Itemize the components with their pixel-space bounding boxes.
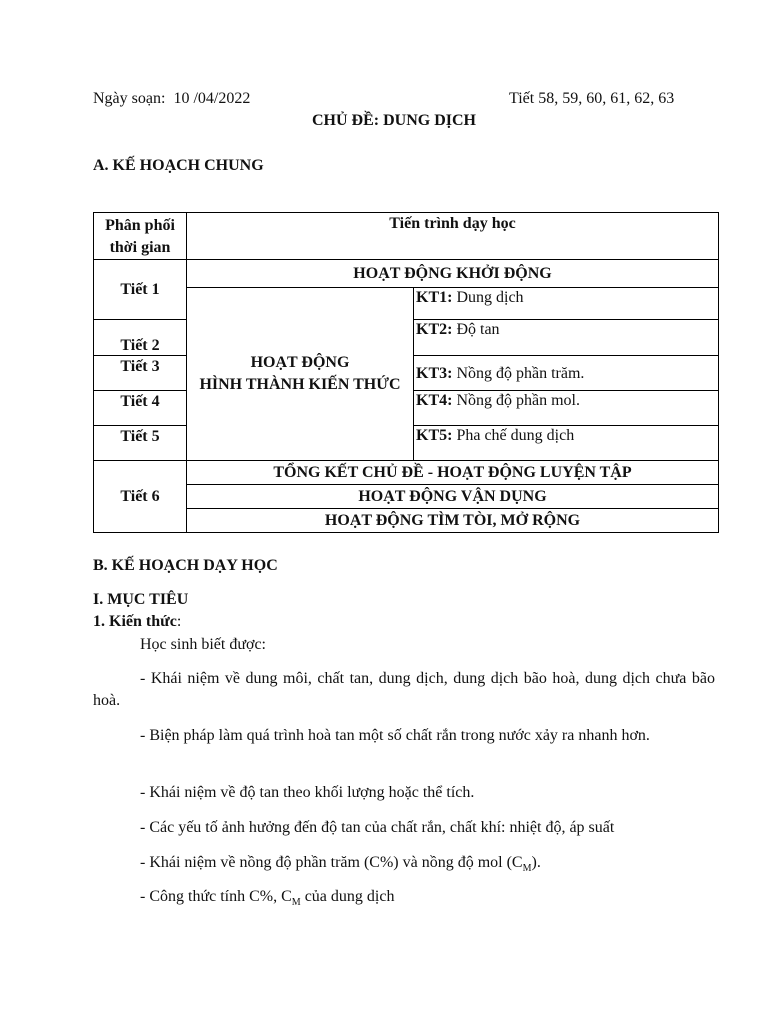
activity-explore: HOẠT ĐỘNG TÌM TÒI, MỞ RỘNG bbox=[187, 509, 719, 533]
activity-summary: TỔNG KẾT CHỦ ĐỀ - HOẠT ĐỘNG LUYỆN TẬP bbox=[187, 461, 719, 485]
date-value: 10 /04/2022 bbox=[173, 90, 251, 107]
activity-start: HOẠT ĐỘNG KHỞI ĐỘNG bbox=[187, 260, 719, 288]
period-cell-1: Tiết 1 bbox=[94, 260, 187, 320]
kt-row-3: KT3: Nồng độ phần trăm. bbox=[414, 356, 719, 391]
objectives-title: I. MỤC TIÊU bbox=[93, 591, 189, 608]
kt-row-4: KT4: Nồng độ phần mol. bbox=[414, 391, 719, 426]
section-b-title: B. KẾ HOẠCH DẠY HỌC bbox=[93, 557, 278, 574]
preparation-date bbox=[93, 89, 250, 109]
period-cell-3: Tiết 3 bbox=[94, 356, 187, 391]
period-cell-4: Tiết 4 bbox=[94, 391, 187, 426]
period-list: Tiết 58, 59, 60, 61, 62, 63 bbox=[509, 90, 675, 107]
knowledge-bullet-2: - Biện pháp làm quá trình hoà tan một số chất rắn trong nước xảy ra nhanh hơn. bbox=[140, 727, 650, 744]
col-header-progress: Tiến trình dạy học bbox=[187, 213, 719, 260]
activity-knowledge: HOẠT ĐỘNG HÌNH THÀNH KIẾN THỨC bbox=[187, 288, 414, 461]
knowledge-heading: 1. Kiến thức: bbox=[93, 613, 182, 630]
knowledge-intro: Học sinh biết được: bbox=[140, 636, 266, 653]
knowledge-bullet-4: - Các yếu tố ảnh hưởng đến độ tan của chất rắn, chất khí: nhiệt độ, áp suất bbox=[140, 819, 615, 836]
period-cell-6: Tiết 6 bbox=[94, 461, 187, 533]
knowledge-bullet-5: - Khái niệm về nồng độ phần trăm (C%) và nồng độ mol $(C_M)$. bbox=[140, 854, 541, 875]
lesson-plan-table bbox=[93, 212, 719, 533]
knowledge-bullet-1: - Khái niệm về dung môi, chất tan, dung dịch, dung dịch bão hoà, dung dịch chưa bão hoà. bbox=[93, 670, 715, 709]
knowledge-bullet-3: - Khái niệm về độ tan theo khối lượng hoặc thể tích. bbox=[140, 784, 475, 801]
kt-row-1: KT1: Dung dịch bbox=[414, 288, 719, 320]
activity-apply: HOẠT ĐỘNG VẬN DỤNG bbox=[187, 485, 719, 509]
date-label: Ngày soạn: bbox=[93, 90, 166, 107]
knowledge-bullet-6: - Công thức tính C%, $C_M$ của dung dịch bbox=[140, 888, 395, 909]
topic-title: CHỦ ĐỀ: DUNG DỊCH bbox=[312, 112, 476, 129]
kt-row-5: KT5: Pha chế dung dịch bbox=[414, 426, 719, 461]
col-header-time: Phân phối thời gian bbox=[94, 213, 187, 260]
section-a-title: A. KẾ HOẠCH CHUNG bbox=[93, 157, 264, 174]
period-cell-5: Tiết 5 bbox=[94, 426, 187, 461]
period-cell-2: Tiết 2 bbox=[94, 320, 187, 356]
kt-row-2: KT2: Độ tan bbox=[414, 320, 719, 356]
